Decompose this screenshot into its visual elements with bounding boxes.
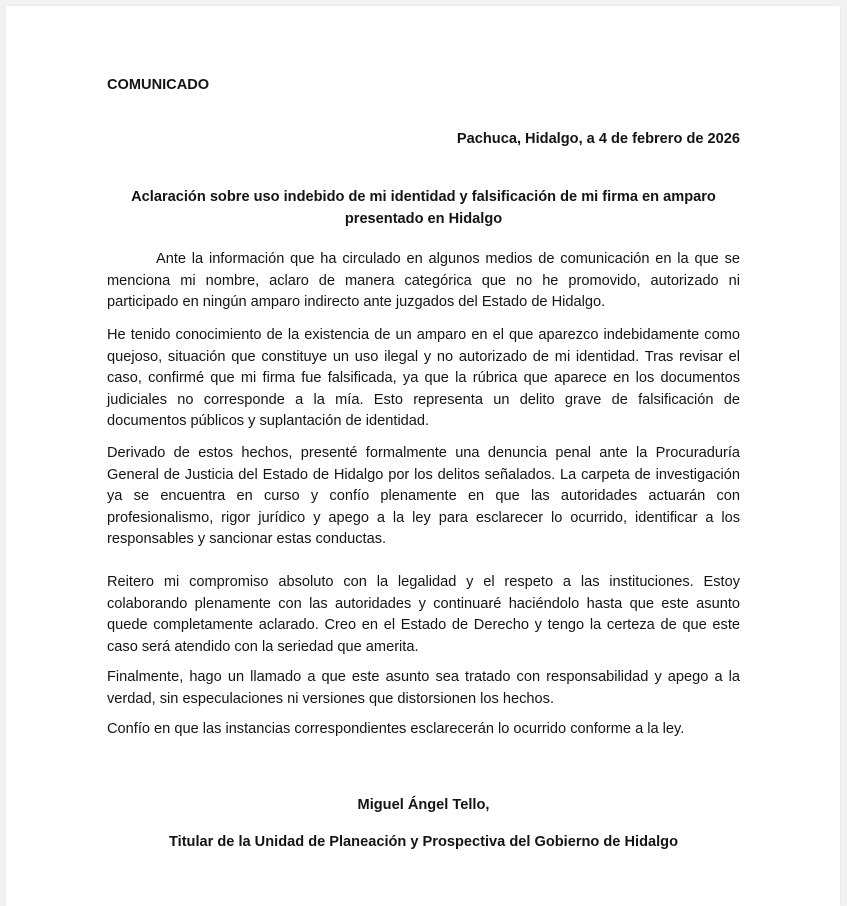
paragraph-call: Finalmente, hago un llamado a que este asunto sea tratado con responsabilidad y apego a la verdad, sin especulaciones ni versiones que distorsionen los hechos.	[107, 669, 740, 707]
signature-role: Titular de la Unidad de Planeación y Prospectiva del Gobierno de Hidalgo	[168, 834, 678, 850]
document-title: Aclaración sobre uso indebido de mi identidad y falsificación de mi firma en amparo presentado en Hidalgo	[131, 189, 716, 227]
paragraph-commitment: Reitero mi compromiso absoluto con la legalidad y el respeto a las instituciones. Estoy colaborando plenamente con las autoridades y continuaré haciéndolo hasta que este asunto quede completamente aclarado. Creo en el Estado de Derecho y tengo la certeza de que este caso será atendido con la seriedad que amerita.	[107, 574, 740, 655]
document-label: COMUNICADO	[107, 77, 210, 93]
place-date: Pachuca, Hidalgo, a 4 de febrero de 2026	[456, 131, 740, 147]
paragraph-closing: Confío en que las instancias correspondientes esclarecerán lo ocurrido conforme a la ley.	[107, 721, 685, 737]
paragraph-intro: Ante la información que ha circulado en algunos medios de comunicación en la que se menciona mi nombre, aclaro de manera categórica que no he promovido, autorizado ni participado en ningún amparo indirecto ante juzgados del Estado de Hidalgo.	[107, 251, 740, 310]
paragraph-knowledge: He tenido conocimiento de la existencia de un amparo en el que aparezco indebidamente como quejoso, situación que constituye un uso ilegal y no autorizado de mi identidad. Tras revisar el caso, confirmé que mi firma fue falsificada, ya que la rúbrica que aparece en los documentos judiciales no corresponde a la mía. Esto representa un delito grave de falsificación de documentos públicos y suplantación de identidad.	[107, 327, 740, 429]
signature-name: Miguel Ángel Tello,	[357, 797, 490, 813]
paragraph-complaint: Derivado de estos hechos, presenté formalmente una denuncia penal ante la Procuraduría General de Justicia del Estado de Hidalgo por los delitos señalados. La carpeta de investigación ya se encuentra en curso y confío plenamente en que las autoridades actuarán con profesionalismo, rigor jurídico y apego a la ley para esclarecer lo ocurrido, identificar a los responsables y sancionar estas conductas.	[107, 445, 740, 547]
document-page	[6, 6, 840, 906]
